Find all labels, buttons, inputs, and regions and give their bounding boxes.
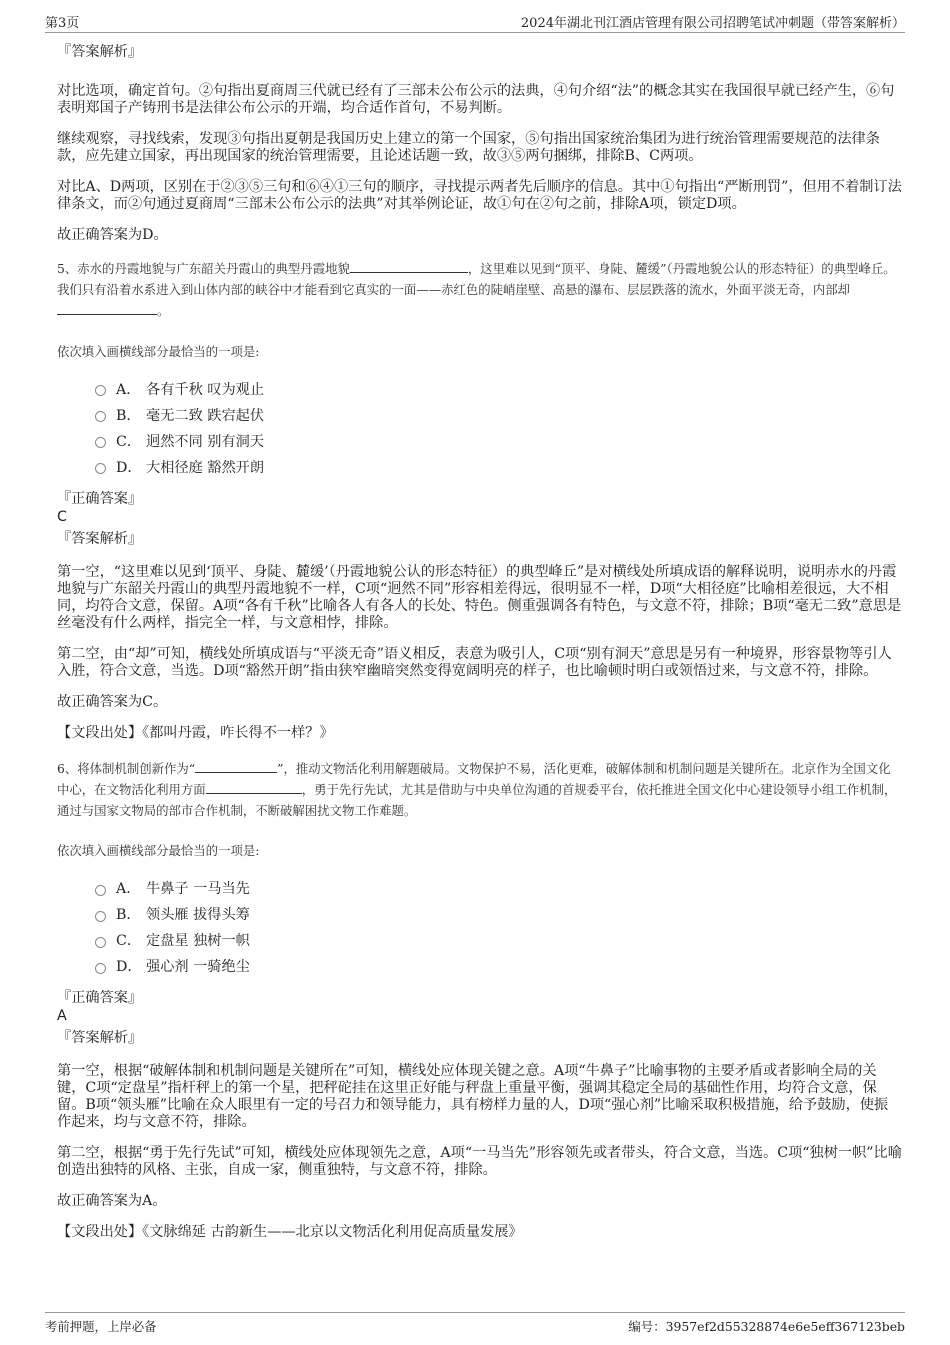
option-d[interactable]: D． 强心剂 一骑绝尘: [95, 953, 902, 979]
analysis-paragraph: 对比选项，确定首句。②句指出夏商周三代就已经有了三部未公布公示的法典，④句介绍“法”的概念其实在我国很早就已经产生，⑥句表明郑国子产铸刑书是法律公布公示的开端，均合适作首句，不易判断。: [57, 83, 895, 116]
fill-blank: [350, 258, 468, 273]
question-text: 。: [157, 303, 170, 318]
question-6: [57, 758, 902, 822]
question-text: 5、赤水的丹霞地貌与广东韶关丹霞山的典型丹霞地貌: [57, 261, 350, 276]
question-text: 6、将体制机制创新作为“: [57, 760, 196, 776]
analysis-paragraph: 第二空，由“却”可知，横线处所填成语与“平淡无奇”语义相反，表意为吸引人，C项“别有洞天”意思是另有一种境界，形容景物等引人入胜，符合文意，当选。D项“豁然开朗”指由狭窄幽暗突然变得宽阔明亮的样子，也比喻顿时明白或领悟过来，与文意不符，排除。: [57, 645, 892, 679]
question-text: ，这里难以见到“顶平、身陡、麓缓”（丹霞地貌公认的形态特征）的典型峰丘。我们只有沿着水系进入到山体内部的峡谷中才能看到它真实的一面——赤红色的陡峭崖壁、高悬的瀑布、层层跌落的流水，外面平淡无奇，内部却: [57, 261, 896, 297]
analysis-paragraph: 继续观察，寻找线索，发现③句指出夏朝是我国历史上建立的第一个国家，⑤句指出国家统治集团为进行统治管理需要规范的法律条款，应先建立国家，再出现国家的统治管理需要，且论述话题一致，故③⑤两句捆绑，排除B、C两项。: [57, 131, 880, 164]
source-citation: 【文段出处】《文脉绵延 古韵新生——北京以文物活化利用促高质量发展》: [57, 1224, 523, 1240]
question-5: [57, 258, 902, 322]
option-c[interactable]: C． 迥然不同 别有洞天: [95, 428, 902, 454]
answer-value: A: [57, 1008, 67, 1024]
fill-blank: [195, 758, 277, 773]
answer-label: 『正确答案』: [57, 490, 143, 507]
conclusion: 故正确答案为D。: [57, 227, 168, 243]
option-a[interactable]: A． 各有千秋 叹为观止: [95, 376, 902, 402]
page-number: 第3页: [45, 16, 80, 31]
footer-slogan: 考前押题，上岸必备: [45, 1319, 157, 1334]
radio-icon[interactable]: [95, 911, 106, 922]
option-list: [95, 376, 902, 480]
question-text: ”，推动文物活化利用解题破局。文物保护不易，活化更难，破解体制和机制问题是关键所在。北京作为全国文化中心，在文物活化利用方面: [57, 760, 891, 797]
analysis-label: 『答案解析』: [57, 530, 143, 547]
radio-icon[interactable]: [95, 885, 106, 896]
radio-icon[interactable]: [95, 385, 106, 396]
page-footer: [45, 1312, 905, 1334]
page-header: [45, 10, 905, 33]
option-d[interactable]: D． 大相径庭 豁然开朗: [95, 454, 902, 480]
conclusion: 故正确答案为A。: [57, 1193, 167, 1209]
source-citation: 【文段出处】《都叫丹霞，咋长得不一样？》: [57, 724, 334, 741]
option-b[interactable]: B． 毫无二致 跌宕起伏: [95, 402, 902, 428]
radio-icon[interactable]: [95, 437, 106, 448]
analysis-paragraph: 第一空，根据“破解体制和机制问题是关键所在”可知，横线处应体现关键之意。A项“牛鼻子”比喻事物的主要矛盾或者影响全局的关键，C项“定盘星”指杆秤上的第一个星，把秤砣挂在这里正好能与秤盘上重量平衡，强调其稳定全局的基础性作用，均符合文意，保留。B项“领头雁”比喻在众人眼里有一定的号召力和领导能力，具有榜样力量的人，D项“强心剂”比喻采取积极措施，给予鼓励，使振作起来，均与文意不符，排除。: [57, 1063, 889, 1130]
fill-blank: [57, 300, 157, 315]
conclusion: 故正确答案为C。: [57, 693, 168, 710]
question-prompt: 依次填入画横线部分最恰当的一项是:: [57, 343, 260, 359]
fill-blank: [206, 779, 302, 794]
page-content: [57, 44, 902, 1257]
radio-icon[interactable]: [95, 463, 106, 474]
analysis-paragraph: 对比A、D两项，区别在于②③⑤三句和⑥④①三句的顺序，寻找提示两者先后顺序的信息。其中①句指出“严断刑罚”，但用不着制订法律条文，而②句通过夏商周“三部未公布公示的法典”对其举例论证，故①句在②句之前，排除A项，锁定D项。: [57, 179, 902, 212]
analysis-paragraph: 第二空，根据“勇于先行先试”可知，横线处应体现领先之意，A项“一马当先”形容领先或者带头，符合文意，当选。C项“独树一帜”比喻创造出独特的风格、主张，自成一家，侧重独特，与文意不符，排除。: [57, 1145, 902, 1178]
document-title: 2024年湖北刊江酒店管理有限公司招聘笔试冲刺题（带答案解析）: [520, 16, 905, 31]
question-prompt: 依次填入画横线部分最恰当的一项是:: [57, 843, 260, 858]
analysis-paragraph: 第一空，“这里难以见到‘顶平、身陡、麓缓’（丹霞地貌公认的形态特征）的典型峰丘”是对横线处所填成语的解释说明，说明赤水的丹霞地貌与广东韶关丹霞山的典型丹霞地貌不一样，C项“迥然不同”形容相差得远，很明显不一样，D项“大相径庭”比喻相差很远，大不相同，均符合文意，保留。A项“各有千秋”比喻各人有各人的长处、特色。侧重强调各有特色，与文意不符，排除；B项“毫无二致”意思是丝毫没有什么两样，指完全一样，与文意相悖，排除。: [57, 563, 902, 631]
radio-icon[interactable]: [95, 963, 106, 974]
radio-icon[interactable]: [95, 411, 106, 422]
option-c[interactable]: C． 定盘星 独树一帜: [95, 927, 902, 953]
option-a[interactable]: A． 牛鼻子 一马当先: [95, 875, 902, 901]
analysis-label: 『答案解析』: [57, 44, 143, 60]
radio-icon[interactable]: [95, 937, 106, 948]
option-b[interactable]: B． 领头雁 拔得头筹: [95, 901, 902, 927]
document-id: 编号：3957ef2d55328874e6e5eff367123beb: [628, 1319, 905, 1334]
option-list: [95, 875, 902, 979]
answer-value: C: [57, 508, 67, 525]
answer-label: 『正确答案』: [57, 990, 143, 1006]
analysis-label: 『答案解析』: [57, 1030, 143, 1046]
question-text: ，勇于先行先试，尤其是借助与中央单位沟通的首规委平台，依托推进全国文化中心建设领导小组工作机制，通过与国家文物局的部市合作机制，不断破解困扰文物工作难题。: [57, 782, 897, 818]
